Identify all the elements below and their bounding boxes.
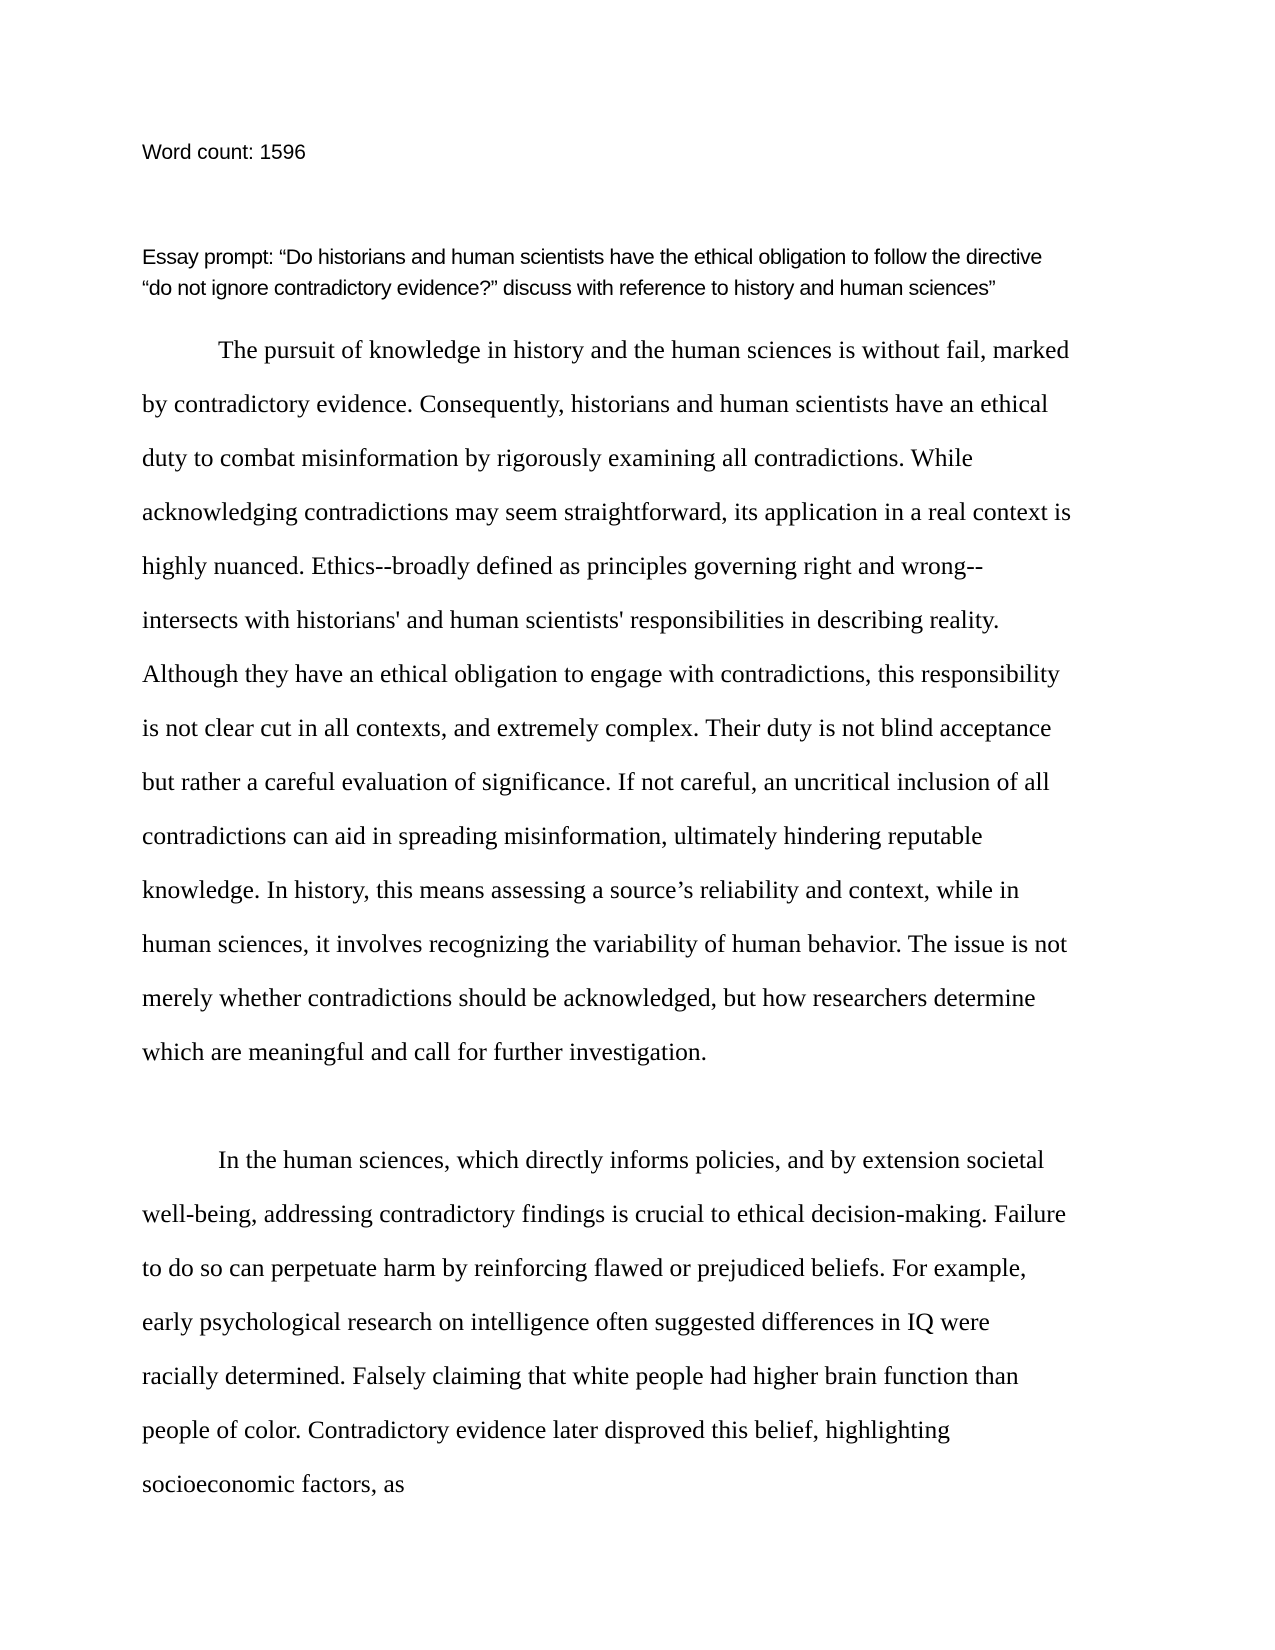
essay-prompt: Essay prompt: “Do historians and human scientists have the ethical obligation to follow the directive “do not ignore contradictory evidence?” discuss with reference to history and human sciences”: [142, 245, 1042, 300]
essay-body: [142, 323, 1072, 1511]
body-paragraph: The pursuit of knowledge in history and the human sciences is without fail, marked by contradictory evidence. Consequently, historians and human scientists have an ethical duty to combat misinformation by rigorously examining all contradictions. While acknowledging contradictions may seem straightforward, its application in a real context is highly nuanced. Ethics--broadly defined as principles governing right and wrong-- intersects with historians' and human scientists' responsibilities in describing reality. Although they have an ethical obligation to engage with contradictions, this responsibility is not clear cut in all contexts, and extremely complex. Their duty is not blind acceptance but rather a careful evaluation of significance. If not careful, an uncritical inclusion of all contradictions can aid in spreading misinformation, ultimately hindering reputable knowledge. In history, this means assessing a source’s reliability and context, while in human sciences, it involves recognizing the variability of human behavior. The issue is not merely whether contradictions should be acknowledged, but how researchers determine which are meaningful and call for further investigation.: [142, 335, 1072, 1066]
word-count-line: Word count: 1596: [142, 141, 306, 164]
page-content: [142, 138, 1072, 1511]
body-paragraph: In the human sciences, which directly informs policies, and by extension societal well-being, addressing contradictory findings is crucial to ethical decision-making. Failure to do so can perpetuate harm by reinforcing flawed or prejudiced beliefs. For example, early psychological research on intelligence often suggested differences in IQ were racially determined. Falsely claiming that white people had higher brain function than people of color. Contradictory evidence later disproved this belief, highlighting socioeconomic factors, as: [142, 1145, 1067, 1498]
